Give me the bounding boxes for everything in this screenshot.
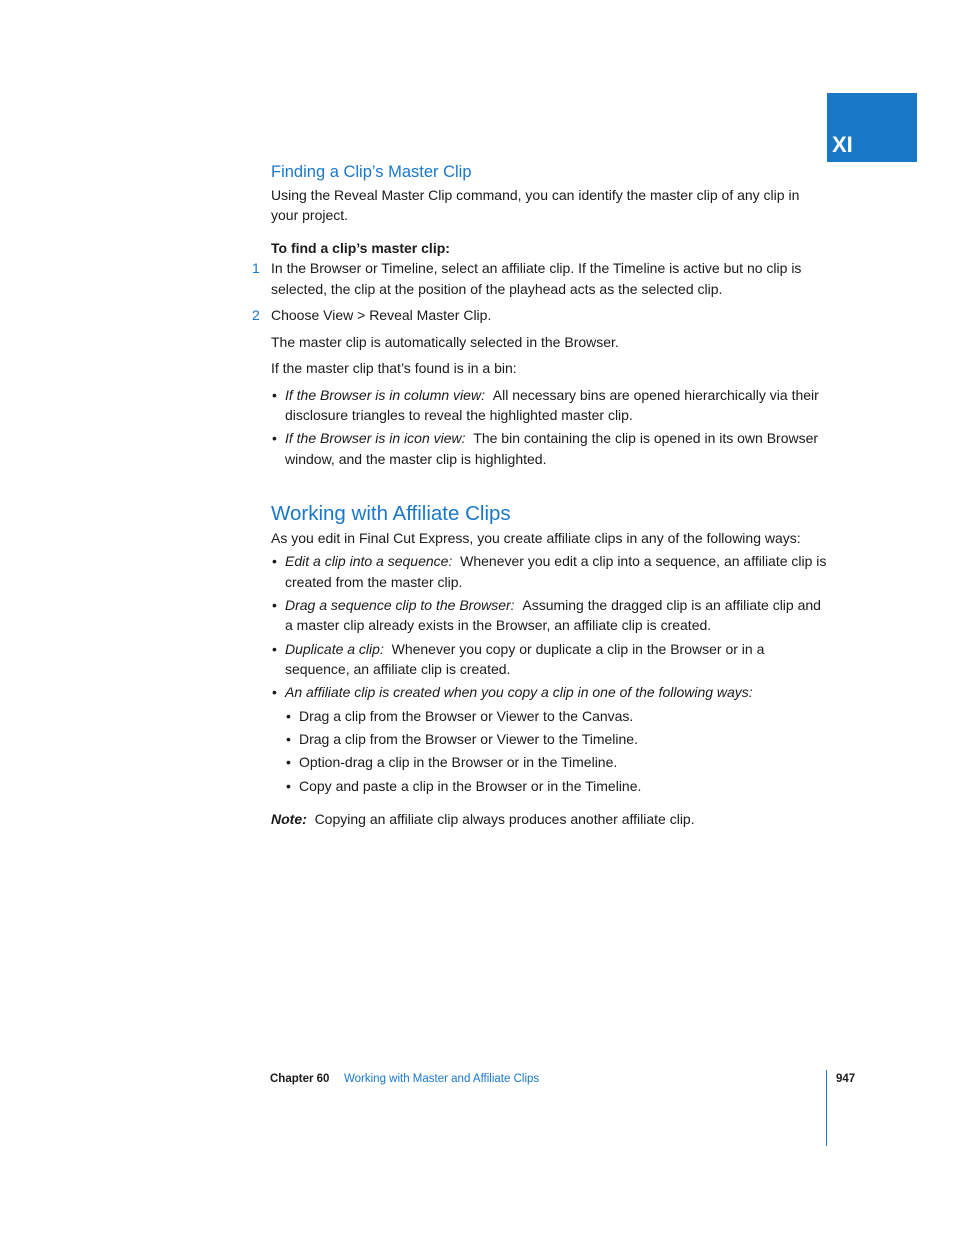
bullet-lead: If the Browser is in column view: xyxy=(285,387,485,403)
section1-intro-line2: your project. xyxy=(271,207,349,223)
bullet-drag-sequence-line1 xyxy=(285,595,821,616)
step-result-1: The master clip is automatically selected in the Browser. xyxy=(271,334,619,350)
note-label: Note: xyxy=(271,811,307,827)
bullet-text: Whenever you edit a clip into a sequence, an affiliate clip is xyxy=(460,553,827,569)
footer-chapter-title: Working with Master and Affiliate Clips xyxy=(344,1073,540,1085)
bullet-lead: Drag a sequence clip to the Browser: xyxy=(285,597,515,613)
sub-bullet-marker: • xyxy=(286,754,291,770)
bullet-icon-view-line1 xyxy=(285,428,818,449)
bullet-duplicate-line1 xyxy=(285,639,764,660)
step-result-2: If the master clip that’s found is in a bin: xyxy=(271,360,517,376)
procedure-title: To find a clip’s master clip: xyxy=(271,240,450,256)
bullet-text: Whenever you copy or duplicate a clip in the Browser or in a xyxy=(391,641,765,657)
sub-bullet-copy-paste: Copy and paste a clip in the Browser or in the Timeline. xyxy=(299,778,642,794)
bullet-lead: Duplicate a clip: xyxy=(285,641,384,657)
sub-bullet-option-drag: Option-drag a clip in the Browser or in the Timeline. xyxy=(299,754,618,770)
bullet-column-view-line1 xyxy=(285,385,819,406)
bullet-text: The bin containing the clip is opened in its own Browser xyxy=(473,430,819,446)
step-number: 2 xyxy=(252,307,260,323)
bullet-duplicate-line2: sequence, an affiliate clip is created. xyxy=(285,661,511,677)
step-1-line2: selected, the clip at the position of the playhead acts as the selected clip. xyxy=(271,281,723,297)
bullet-column-view-line2: disclosure triangles to reveal the highlighted master clip. xyxy=(285,407,633,423)
bullet-edit-clip-line1 xyxy=(285,551,826,572)
chapter-tab xyxy=(827,93,917,162)
section2-intro: As you edit in Final Cut Express, you create affiliate clips in any of the following ways: xyxy=(271,530,801,546)
chapter-tab-label: XI xyxy=(832,132,853,157)
bullet-drag-sequence-line2: a master clip already exists in the Browser, an affiliate clip is created. xyxy=(285,617,712,633)
bullet-text: Assuming the dragged clip is an affiliate clip and xyxy=(522,597,821,613)
step-2-line1: Choose View > Reveal Master Clip. xyxy=(271,307,492,323)
sub-bullet-marker: • xyxy=(286,778,291,794)
bullet-text: All necessary bins are opened hierarchically via their xyxy=(492,387,819,403)
bullet-marker: • xyxy=(272,553,277,569)
sub-bullet-marker: • xyxy=(286,708,291,724)
bullet-marker: • xyxy=(272,430,277,446)
section-heading-finding-master-clip: Finding a Clip’s Master Clip xyxy=(271,163,472,181)
sub-bullet-timeline: Drag a clip from the Browser or Viewer to the Timeline. xyxy=(299,731,638,747)
bullet-icon-view-line2: window, and the master clip is highlighted. xyxy=(285,451,547,467)
bullet-lead: If the Browser is in icon view: xyxy=(285,430,466,446)
sub-bullet-canvas: Drag a clip from the Browser or Viewer to the Canvas. xyxy=(299,708,634,724)
footer-divider xyxy=(826,1070,827,1146)
section-heading-working-with-affiliate-clips: Working with Affiliate Clips xyxy=(271,502,511,525)
bullet-marker: • xyxy=(272,641,277,657)
step-number: 1 xyxy=(252,260,260,276)
bullet-marker: • xyxy=(272,684,277,700)
bullet-marker: • xyxy=(272,387,277,403)
step-1-line1: In the Browser or Timeline, select an affiliate clip. If the Timeline is active but no clip is xyxy=(271,260,802,276)
bullet-copy-ways: An affiliate clip is created when you copy a clip in one of the following ways: xyxy=(285,684,753,700)
bullet-lead: Edit a clip into a sequence: xyxy=(285,553,453,569)
bullet-edit-clip-line2: created from the master clip. xyxy=(285,574,463,590)
sub-bullet-marker: • xyxy=(286,731,291,747)
section1-intro-line1: Using the Reveal Master Clip command, you can identify the master clip of any clip in xyxy=(271,187,800,203)
bullet-marker: • xyxy=(272,597,277,613)
note-text: Copying an affiliate clip always produces another affiliate clip. xyxy=(314,811,695,827)
page-number: 947 xyxy=(836,1073,856,1085)
note xyxy=(271,809,695,830)
footer-chapter: Chapter 60 xyxy=(270,1073,330,1085)
